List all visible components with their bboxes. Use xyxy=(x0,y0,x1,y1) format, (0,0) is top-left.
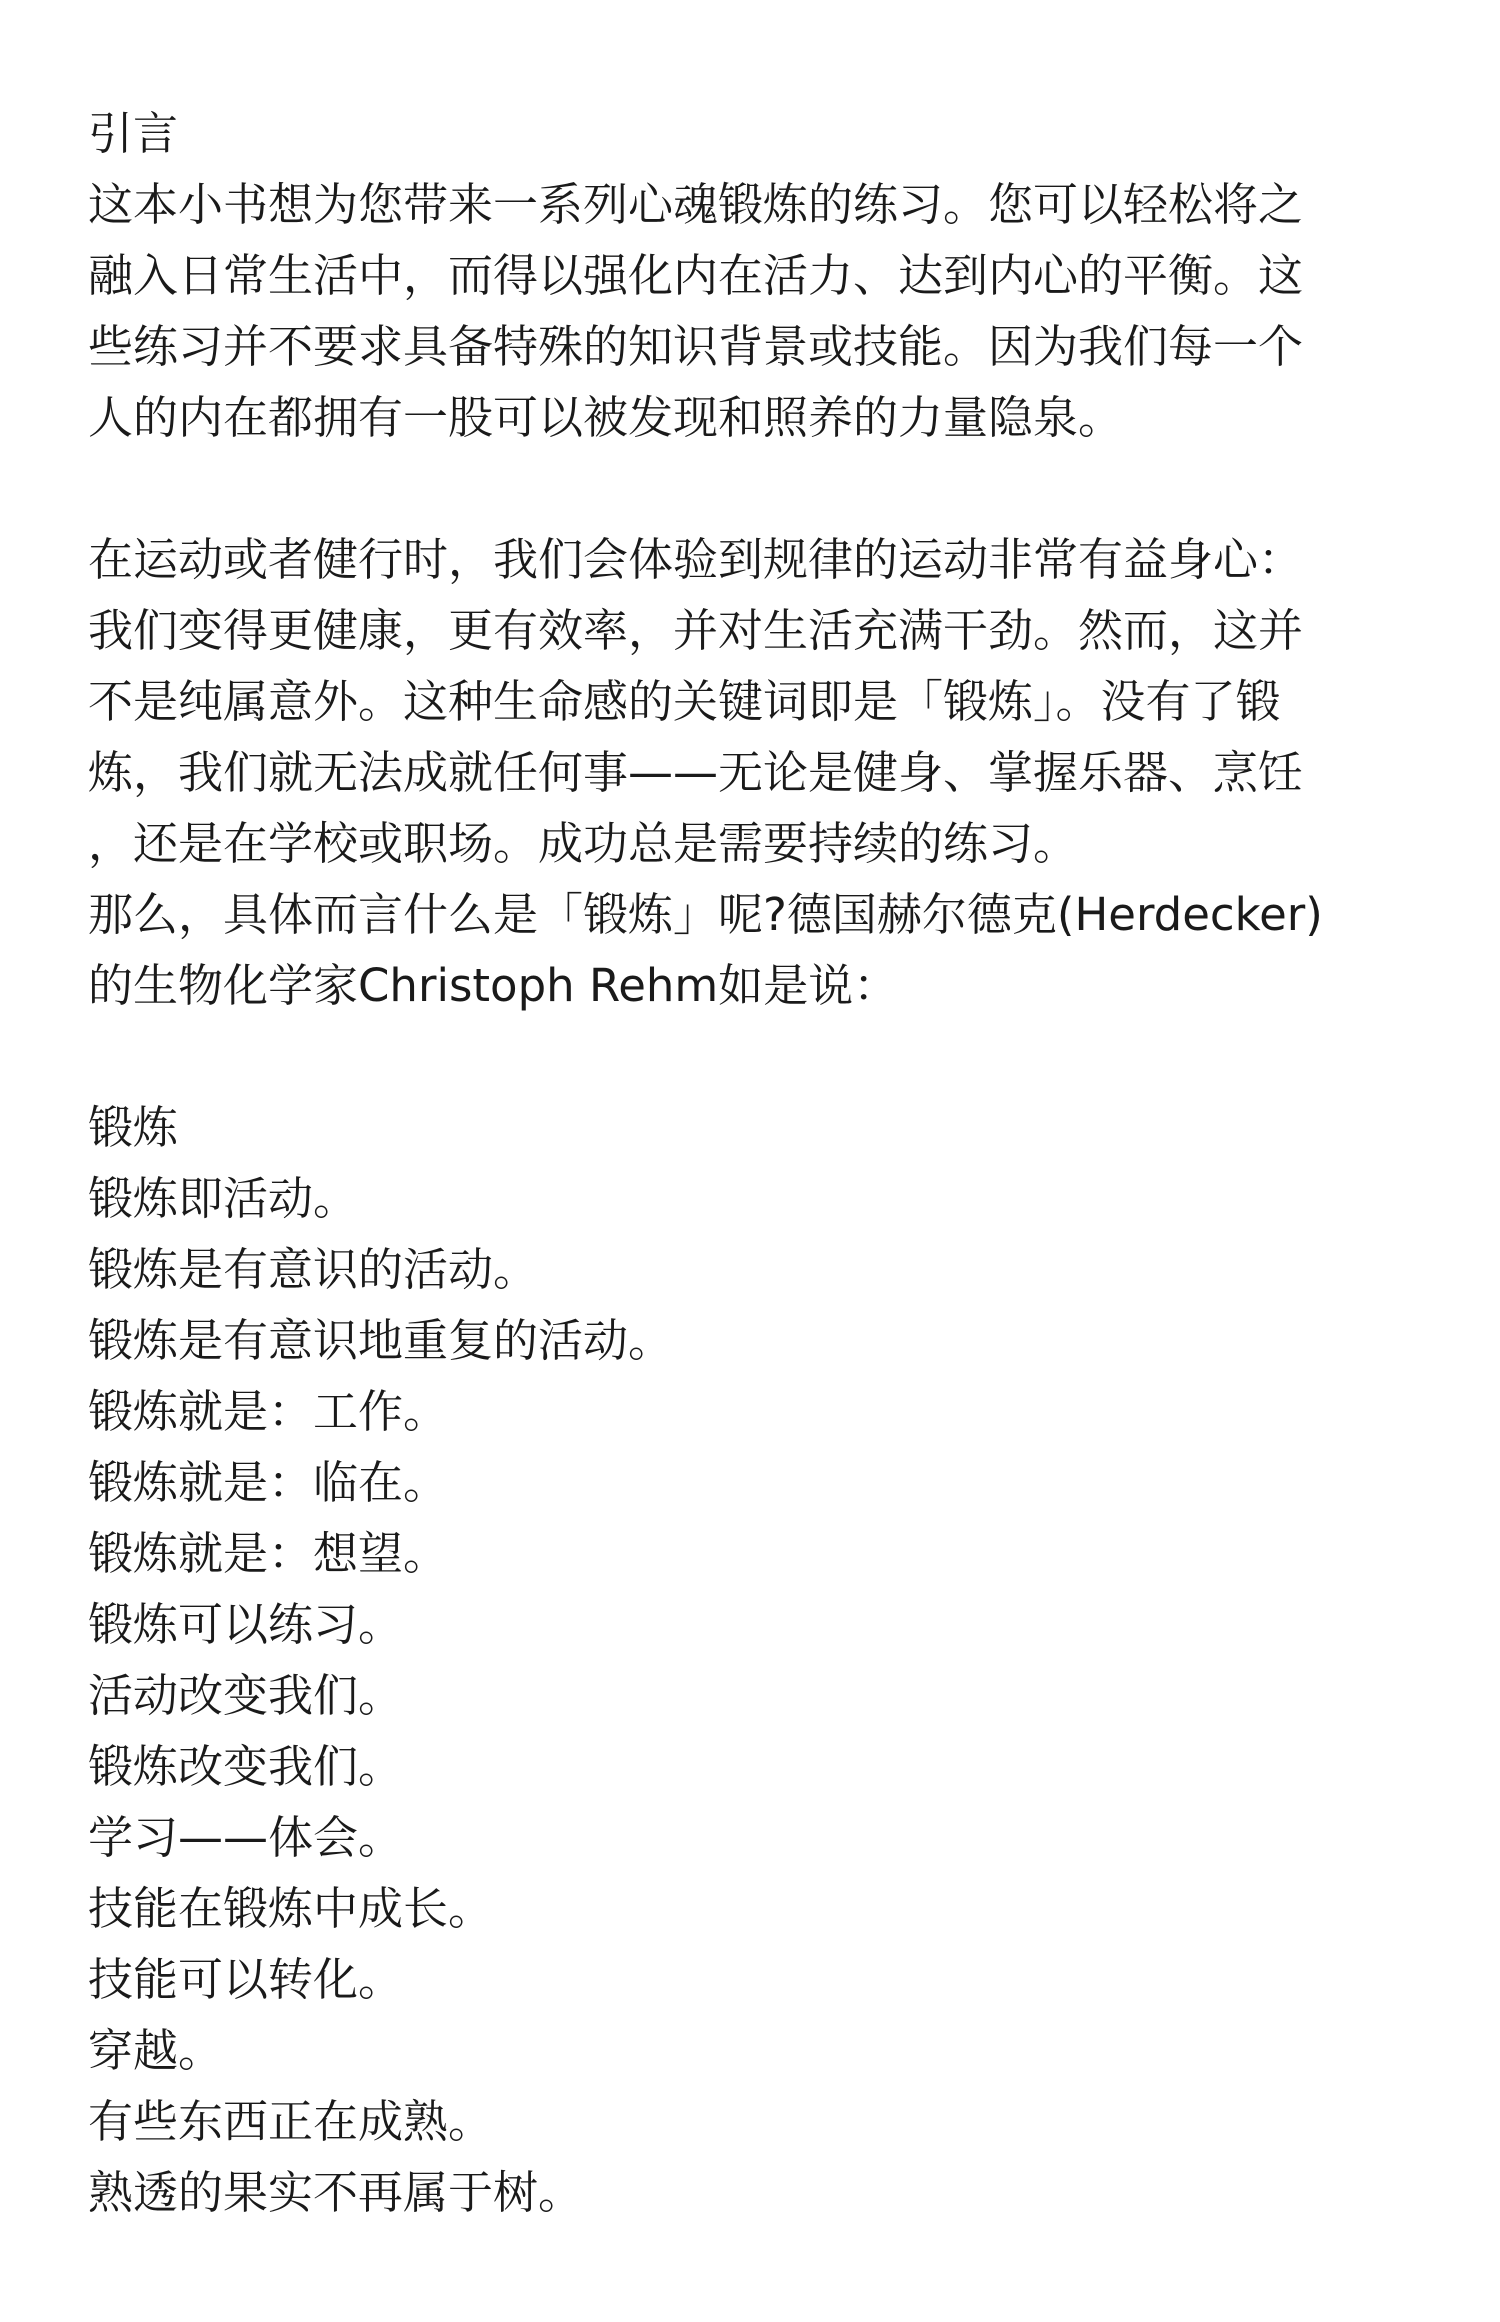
poem-line: 熟透的果实不再属于树。 xyxy=(88,2166,584,2219)
intro-paragraph-line: 融入日常生活中，而得以强化内在活力、达到内心的平衡。这 xyxy=(88,249,1304,302)
poem-line: 锻炼可以练习。 xyxy=(88,1598,404,1651)
poem-line: 技能可以转化。 xyxy=(88,1953,404,2006)
section-title-introduction: 引言 xyxy=(88,107,179,160)
poem-line: 锻炼即活动。 xyxy=(88,1172,359,1225)
poem-line: 技能在锻炼中成长。 xyxy=(88,1882,494,1935)
poem-line: 活动改变我们。 xyxy=(88,1669,404,1722)
exercise-paragraph-line: 我们变得更健康，更有效率，并对生活充满干劲。然而，这并 xyxy=(88,604,1304,657)
exercise-paragraph-line: ，还是在学校或职场。成功总是需要持续的练习。 xyxy=(88,817,1079,870)
poem-line: 锻炼是有意识地重复的活动。 xyxy=(88,1314,674,1367)
poem-line: 锻炼就是：想望。 xyxy=(88,1527,449,1580)
exercise-paragraph-line: 在运动或者健行时，我们会体验到规律的运动非常有益身心： xyxy=(88,533,1304,586)
poem-line: 穿越。 xyxy=(88,2024,224,2077)
exercise-paragraph-line: 那么，具体而言什么是「锻炼」呢?德国赫尔德克(Herdecker) xyxy=(88,888,1323,941)
intro-paragraph-line: 些练习并不要求具备特殊的知识背景或技能。因为我们每一个 xyxy=(88,320,1304,373)
exercise-paragraph-line: 炼，我们就无法成就任何事——无论是健身、掌握乐器、烹饪 xyxy=(88,746,1304,799)
poem-line: 锻炼就是：临在。 xyxy=(88,1456,449,1509)
document-page xyxy=(88,98,1418,2228)
intro-paragraph-line: 这本小书想为您带来一系列心魂锻炼的练习。您可以轻松将之 xyxy=(88,178,1304,231)
poem-line: 有些东西正在成熟。 xyxy=(88,2095,494,2148)
poem-line: 锻炼是有意识的活动。 xyxy=(88,1243,539,1296)
intro-paragraph-line: 人的内在都拥有一股可以被发现和照养的力量隐泉。 xyxy=(88,391,1124,444)
paragraph-spacer xyxy=(88,453,1418,524)
exercise-paragraph-line: 不是纯属意外。这种生命感的关键词即是「锻炼」。没有了锻 xyxy=(88,675,1281,728)
exercise-paragraph-line: 的生物化学家Christoph Rehm如是说： xyxy=(88,959,899,1012)
paragraph-spacer xyxy=(88,1021,1418,1092)
poem-title: 锻炼 xyxy=(88,1101,179,1154)
poem-line: 学习——体会。 xyxy=(88,1811,404,1864)
poem-line: 锻炼改变我们。 xyxy=(88,1740,404,1793)
poem-line: 锻炼就是：工作。 xyxy=(88,1385,449,1438)
